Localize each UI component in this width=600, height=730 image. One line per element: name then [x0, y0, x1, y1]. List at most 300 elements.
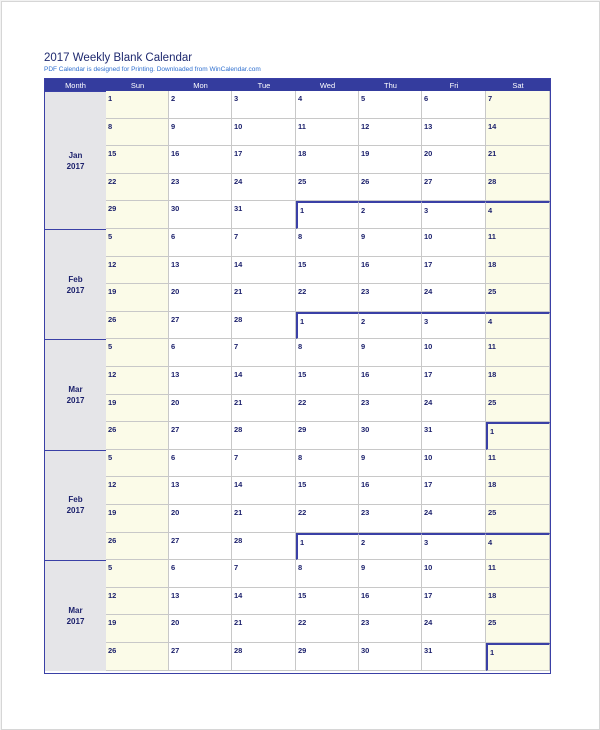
- day-number: 5: [108, 452, 113, 462]
- day-cell: [106, 257, 169, 285]
- header-sat: Sat: [486, 79, 550, 91]
- day-cell: [232, 422, 296, 450]
- day-number: 9: [361, 342, 366, 352]
- day-number: 24: [424, 397, 433, 407]
- day-number: 28: [234, 535, 243, 545]
- month-year: 2017: [66, 285, 85, 295]
- day-number: 5: [361, 94, 366, 103]
- day-cell: [296, 201, 359, 229]
- day-number: 28: [234, 646, 243, 655]
- day-cell: [486, 201, 550, 229]
- day-number: 22: [298, 397, 307, 407]
- day-cell: [169, 284, 232, 312]
- day-cell: [232, 284, 296, 312]
- day-cell: [169, 615, 232, 643]
- month-name: Mar: [68, 605, 83, 615]
- day-number: 15: [298, 259, 307, 269]
- day-number: 8: [298, 563, 303, 573]
- day-cell: [169, 339, 232, 367]
- day-number: 10: [424, 452, 433, 462]
- day-cell: [296, 450, 359, 478]
- day-number: 18: [298, 149, 307, 159]
- day-number: 18: [488, 259, 497, 269]
- day-cell: [106, 312, 169, 340]
- day-number: 30: [171, 204, 180, 214]
- day-number: 25: [488, 397, 497, 407]
- day-cell: [359, 450, 422, 478]
- day-cell: [359, 560, 422, 588]
- day-cell: [422, 367, 486, 395]
- day-cell: [106, 505, 169, 533]
- day-number: 18: [488, 480, 497, 490]
- day-cell: [232, 395, 296, 423]
- day-number: 15: [298, 590, 307, 600]
- day-cell: [359, 533, 422, 561]
- day-number: 21: [234, 397, 243, 407]
- day-number: 12: [108, 259, 117, 269]
- day-cell: [296, 643, 359, 671]
- day-number: 23: [361, 397, 370, 407]
- day-number: 8: [298, 232, 303, 241]
- day-cell: [232, 643, 296, 671]
- day-number: 26: [108, 535, 117, 545]
- day-cell: [232, 339, 296, 367]
- day-cell: [106, 174, 169, 202]
- day-cell: [486, 615, 550, 643]
- day-cell: [359, 312, 422, 340]
- day-number: 8: [298, 452, 303, 462]
- day-cell: [106, 339, 169, 367]
- day-cell: [422, 422, 486, 450]
- day-number: 18: [488, 590, 497, 600]
- day-number: 2: [361, 316, 366, 326]
- day-cell: [296, 588, 359, 616]
- day-cell: [486, 477, 550, 505]
- day-cell: [486, 119, 550, 147]
- day-cell: [359, 91, 422, 119]
- day-cell: [422, 615, 486, 643]
- day-number: 14: [234, 370, 243, 379]
- month-name: Mar: [68, 385, 83, 395]
- day-cell: [169, 422, 232, 450]
- day-cell: [106, 643, 169, 671]
- day-number: 15: [108, 149, 117, 159]
- day-cell: [296, 312, 359, 340]
- day-cell: [106, 119, 169, 147]
- day-cell: [422, 146, 486, 174]
- day-cell: [359, 229, 422, 257]
- day-number: 26: [108, 314, 117, 324]
- day-cell: [232, 505, 296, 533]
- day-number: 14: [234, 480, 243, 490]
- day-number: 28: [234, 425, 243, 435]
- day-number: 10: [424, 563, 433, 573]
- day-number: 24: [234, 176, 243, 186]
- day-number: 7: [234, 452, 239, 462]
- day-number: 31: [424, 646, 433, 655]
- month-year: 2017: [66, 396, 85, 406]
- day-number: 4: [488, 206, 493, 216]
- day-cell: [106, 395, 169, 423]
- day-number: 1: [300, 316, 305, 326]
- day-number: 21: [234, 508, 243, 517]
- day-number: 7: [234, 232, 239, 241]
- day-number: 19: [361, 149, 370, 159]
- day-cell: [422, 257, 486, 285]
- day-cell: [232, 367, 296, 395]
- day-number: 22: [298, 618, 307, 628]
- day-number: 5: [108, 342, 113, 352]
- month-year: 2017: [66, 161, 85, 171]
- day-number: 16: [171, 149, 180, 159]
- day-number: 16: [361, 259, 370, 269]
- day-number: 6: [171, 232, 176, 241]
- day-number: 19: [108, 508, 117, 517]
- day-number: 21: [488, 149, 497, 159]
- day-number: 6: [171, 452, 176, 462]
- day-cell: [359, 477, 422, 505]
- day-cell: [422, 91, 486, 119]
- day-cell: [359, 615, 422, 643]
- day-cell: [169, 146, 232, 174]
- day-cell: [232, 615, 296, 643]
- day-number: 12: [361, 121, 370, 131]
- day-cell: [486, 533, 550, 561]
- day-number: 11: [298, 121, 306, 131]
- header-fri: Fri: [422, 79, 486, 91]
- day-number: 1: [108, 94, 113, 103]
- day-number: 29: [298, 646, 307, 655]
- day-number: 21: [234, 287, 243, 297]
- day-cell: [486, 174, 550, 202]
- day-cell: [106, 367, 169, 395]
- day-cell: [422, 588, 486, 616]
- day-number: 4: [488, 537, 493, 547]
- day-number: 20: [171, 508, 180, 517]
- day-cell: [169, 533, 232, 561]
- day-cell: [486, 284, 550, 312]
- day-number: 16: [361, 480, 370, 490]
- day-cell: [232, 146, 296, 174]
- day-number: 2: [361, 537, 366, 547]
- day-cell: [296, 367, 359, 395]
- day-number: 29: [108, 204, 117, 214]
- day-cell: [486, 312, 550, 340]
- day-cell: [359, 588, 422, 616]
- day-number: 12: [108, 370, 117, 379]
- day-cell: [232, 257, 296, 285]
- day-cell: [169, 119, 232, 147]
- month-label: [45, 339, 106, 449]
- day-number: 31: [234, 204, 243, 214]
- day-cell: [422, 450, 486, 478]
- day-cell: [422, 201, 486, 229]
- day-cell: [422, 119, 486, 147]
- day-cell: [106, 229, 169, 257]
- day-number: 11: [488, 452, 496, 462]
- day-number: 19: [108, 618, 117, 628]
- day-cell: [486, 229, 550, 257]
- day-number: 4: [298, 94, 303, 103]
- day-cell: [106, 477, 169, 505]
- day-cell: [422, 312, 486, 340]
- day-number: 30: [361, 425, 370, 435]
- day-number: 12: [108, 590, 117, 600]
- day-cell: [422, 643, 486, 671]
- month-label: [45, 229, 106, 339]
- day-number: 22: [298, 508, 307, 517]
- day-number: 14: [234, 259, 243, 269]
- month-label: [45, 560, 106, 670]
- day-cell: [486, 367, 550, 395]
- day-cell: [359, 367, 422, 395]
- day-number: 11: [488, 232, 496, 241]
- day-number: 21: [234, 618, 243, 628]
- day-number: 23: [361, 508, 370, 517]
- day-number: 20: [171, 618, 180, 628]
- day-number: 27: [171, 425, 180, 435]
- day-number: 17: [424, 480, 433, 490]
- day-cell: [169, 367, 232, 395]
- day-number: 20: [171, 287, 180, 297]
- day-number: 23: [361, 287, 370, 297]
- day-number: 26: [108, 425, 117, 435]
- month-name: Feb: [68, 274, 83, 284]
- day-number: 16: [361, 370, 370, 379]
- day-number: 20: [171, 397, 180, 407]
- day-number: 13: [171, 370, 180, 379]
- day-cell: [486, 450, 550, 478]
- day-number: 7: [234, 342, 239, 352]
- day-number: 5: [108, 232, 113, 241]
- day-number: 7: [488, 94, 493, 103]
- day-number: 29: [298, 425, 307, 435]
- day-number: 1: [490, 648, 495, 657]
- day-number: 17: [424, 370, 433, 379]
- day-number: 14: [488, 121, 497, 131]
- day-number: 26: [361, 176, 370, 186]
- day-cell: [232, 229, 296, 257]
- day-number: 24: [424, 508, 433, 517]
- day-cell: [422, 229, 486, 257]
- month-label: [45, 91, 106, 229]
- day-cell: [106, 91, 169, 119]
- day-number: 19: [108, 287, 117, 297]
- day-number: 20: [424, 149, 433, 159]
- day-number: 9: [171, 121, 176, 131]
- day-number: 11: [488, 342, 496, 352]
- day-cell: [169, 560, 232, 588]
- month-name: Feb: [68, 495, 83, 505]
- day-number: 3: [424, 537, 429, 547]
- day-cell: [359, 284, 422, 312]
- day-number: 25: [488, 508, 497, 517]
- day-cell: [169, 91, 232, 119]
- day-number: 24: [424, 287, 433, 297]
- day-cell: [106, 284, 169, 312]
- month-label: [45, 450, 106, 560]
- day-cell: [232, 533, 296, 561]
- day-number: 6: [424, 94, 429, 103]
- day-cell: [486, 395, 550, 423]
- day-number: 27: [424, 176, 433, 186]
- day-cell: [296, 560, 359, 588]
- day-cell: [359, 257, 422, 285]
- day-cell: [296, 422, 359, 450]
- day-cell: [296, 395, 359, 423]
- day-number: 2: [361, 206, 366, 216]
- day-cell: [486, 588, 550, 616]
- day-cell: [486, 560, 550, 588]
- day-cell: [169, 229, 232, 257]
- day-number: 6: [171, 342, 176, 352]
- day-cell: [422, 339, 486, 367]
- day-cell: [169, 450, 232, 478]
- day-number: 5: [108, 563, 113, 573]
- day-number: 9: [361, 232, 366, 241]
- day-number: 24: [424, 618, 433, 628]
- day-number: 11: [488, 563, 496, 573]
- day-cell: [486, 339, 550, 367]
- day-cell: [169, 395, 232, 423]
- day-number: 14: [234, 590, 243, 600]
- day-number: 9: [361, 452, 366, 462]
- day-cell: [422, 174, 486, 202]
- day-cell: [359, 643, 422, 671]
- day-cell: [486, 257, 550, 285]
- day-number: 22: [298, 287, 307, 297]
- day-cell: [169, 257, 232, 285]
- day-cell: [296, 229, 359, 257]
- day-cell: [422, 560, 486, 588]
- header-tue: Tue: [232, 79, 296, 91]
- day-cell: [232, 588, 296, 616]
- day-number: 17: [424, 590, 433, 600]
- day-number: 28: [488, 176, 497, 186]
- day-number: 2: [171, 94, 176, 103]
- day-cell: [359, 201, 422, 229]
- page-title: 2017 Weekly Blank Calendar: [44, 52, 193, 64]
- day-number: 27: [171, 535, 180, 545]
- day-cell: [232, 201, 296, 229]
- day-cell: [296, 284, 359, 312]
- day-number: 4: [488, 316, 493, 326]
- day-number: 25: [488, 618, 497, 628]
- day-cell: [232, 312, 296, 340]
- month-year: 2017: [66, 616, 85, 626]
- day-number: 27: [171, 646, 180, 655]
- day-number: 22: [108, 176, 117, 186]
- header-thu: Thu: [359, 79, 422, 91]
- day-cell: [359, 505, 422, 533]
- month-year: 2017: [66, 506, 85, 516]
- header-month: Month: [45, 79, 106, 91]
- day-number: 17: [424, 259, 433, 269]
- day-cell: [106, 422, 169, 450]
- day-number: 9: [361, 563, 366, 573]
- day-cell: [232, 119, 296, 147]
- day-cell: [232, 174, 296, 202]
- day-number: 8: [108, 121, 113, 131]
- day-cell: [296, 146, 359, 174]
- day-cell: [169, 505, 232, 533]
- day-cell: [296, 533, 359, 561]
- day-cell: [169, 643, 232, 671]
- day-cell: [106, 146, 169, 174]
- day-cell: [296, 91, 359, 119]
- day-cell: [422, 395, 486, 423]
- day-number: 16: [361, 590, 370, 600]
- header-mon: Mon: [169, 79, 232, 91]
- day-number: 3: [234, 94, 239, 103]
- day-number: 28: [234, 314, 243, 324]
- day-cell: [486, 505, 550, 533]
- day-number: 1: [490, 427, 495, 437]
- header-sun: Sun: [106, 79, 169, 91]
- day-number: 30: [361, 646, 370, 655]
- day-cell: [486, 146, 550, 174]
- day-cell: [486, 91, 550, 119]
- day-number: 13: [424, 121, 433, 131]
- day-cell: [169, 312, 232, 340]
- day-cell: [106, 533, 169, 561]
- day-number: 25: [298, 176, 307, 186]
- day-number: 10: [424, 342, 433, 352]
- day-cell: [359, 422, 422, 450]
- day-cell: [169, 174, 232, 202]
- day-cell: [486, 422, 550, 450]
- day-cell: [232, 91, 296, 119]
- day-number: 8: [298, 342, 303, 352]
- day-cell: [106, 588, 169, 616]
- day-cell: [169, 588, 232, 616]
- day-cell: [232, 560, 296, 588]
- day-number: 12: [108, 480, 117, 490]
- day-cell: [106, 560, 169, 588]
- day-cell: [106, 201, 169, 229]
- page-subtitle: PDF Calendar is designed for Printing. Downloaded from WinCalendar.com: [44, 66, 261, 73]
- day-cell: [232, 450, 296, 478]
- day-cell: [422, 533, 486, 561]
- day-cell: [296, 477, 359, 505]
- day-cell: [296, 615, 359, 643]
- day-cell: [486, 643, 550, 671]
- day-cell: [359, 174, 422, 202]
- day-number: 15: [298, 480, 307, 490]
- day-number: 19: [108, 397, 117, 407]
- day-number: 17: [234, 149, 243, 159]
- day-cell: [359, 339, 422, 367]
- day-number: 6: [171, 563, 176, 573]
- day-cell: [359, 146, 422, 174]
- day-number: 31: [424, 425, 433, 435]
- day-cell: [422, 505, 486, 533]
- day-number: 1: [300, 206, 305, 216]
- header-wed: Wed: [296, 79, 359, 91]
- day-cell: [296, 505, 359, 533]
- day-number: 3: [424, 316, 429, 326]
- day-cell: [296, 174, 359, 202]
- day-number: 3: [424, 206, 429, 216]
- day-number: 10: [424, 232, 433, 241]
- day-number: 27: [171, 314, 180, 324]
- day-number: 23: [171, 176, 180, 186]
- day-number: 18: [488, 370, 497, 379]
- day-cell: [296, 257, 359, 285]
- day-number: 23: [361, 618, 370, 628]
- day-cell: [106, 450, 169, 478]
- day-cell: [422, 477, 486, 505]
